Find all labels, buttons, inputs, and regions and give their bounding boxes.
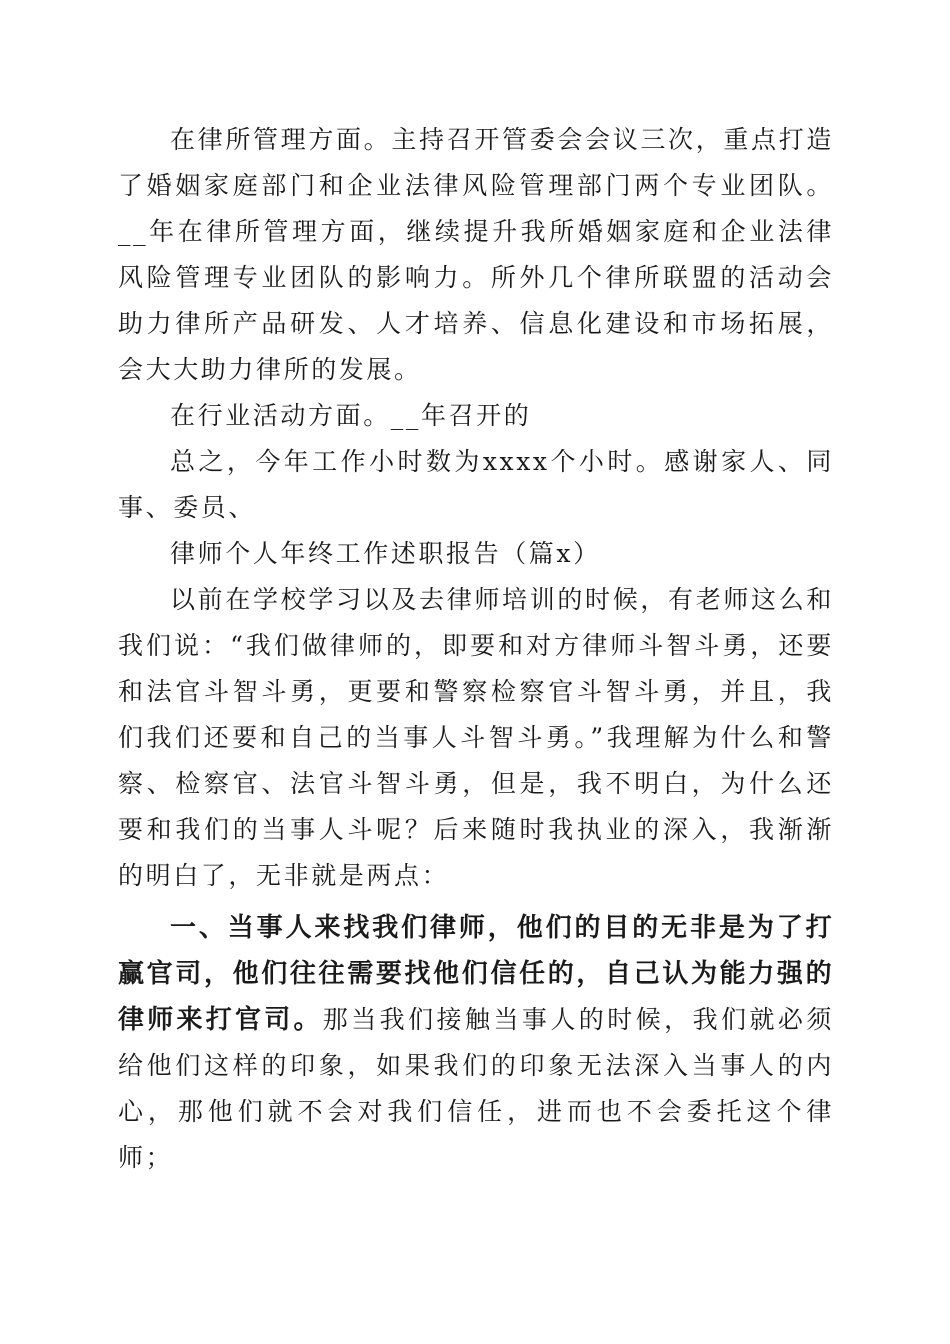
paragraph-firm-management: 在律所管理方面。主持召开管委会会议三次，重点打造了婚姻家庭部门和企业法律风险管理部门两个专业团队。__年在律所管理方面，继续提升我所婚姻家庭和企业法律风险管理专业团队的影响力。所外几个律所联盟的活动会助力律所产品研发、人才培养、信息化建设和市场拓展，会大大助力律所的发展。 <box>118 125 834 384</box>
paragraph-point-one <box>118 905 834 1181</box>
paragraph-summary: 总之，今年工作小时数为xxxx个小时。感谢家人、同事、委员、 <box>118 447 834 522</box>
point-one-heading: 一、当事人来找我们律师，他们的目的无非是为了打赢官司，他们往往需要找他们信任的，自己认为能力强的律师来打官司。 <box>118 913 834 1035</box>
paragraph-industry-activities: 在行业活动方面。__年召开的 <box>170 401 532 430</box>
document-page <box>118 117 834 1181</box>
section-title: 律师个人年终工作述职报告（篇x） <box>170 539 601 568</box>
point-one-body: 那当我们接触当事人的时候，我们就必须给他们这样的印象，如果我们的印象无法深入当事人的内心，那他们就不会对我们信任，进而也不会委托这个律师； <box>118 1005 834 1172</box>
paragraph-introduction: 以前在学校学习以及去律师培训的时候，有老师这么和我们说：“我们做律师的，即要和对方律师斗智斗勇，还要和法官斗智斗勇，更要和警察检察官斗智斗勇，并且，我们我们还要和自己的当事人斗智斗勇。”我理解为什么和警察、检察官、法官斗智斗勇，但是，我不明白，为什么还要和我们的当事人斗呢？后来随时我执业的深入，我渐渐的明白了，无非就是两点： <box>118 585 834 890</box>
